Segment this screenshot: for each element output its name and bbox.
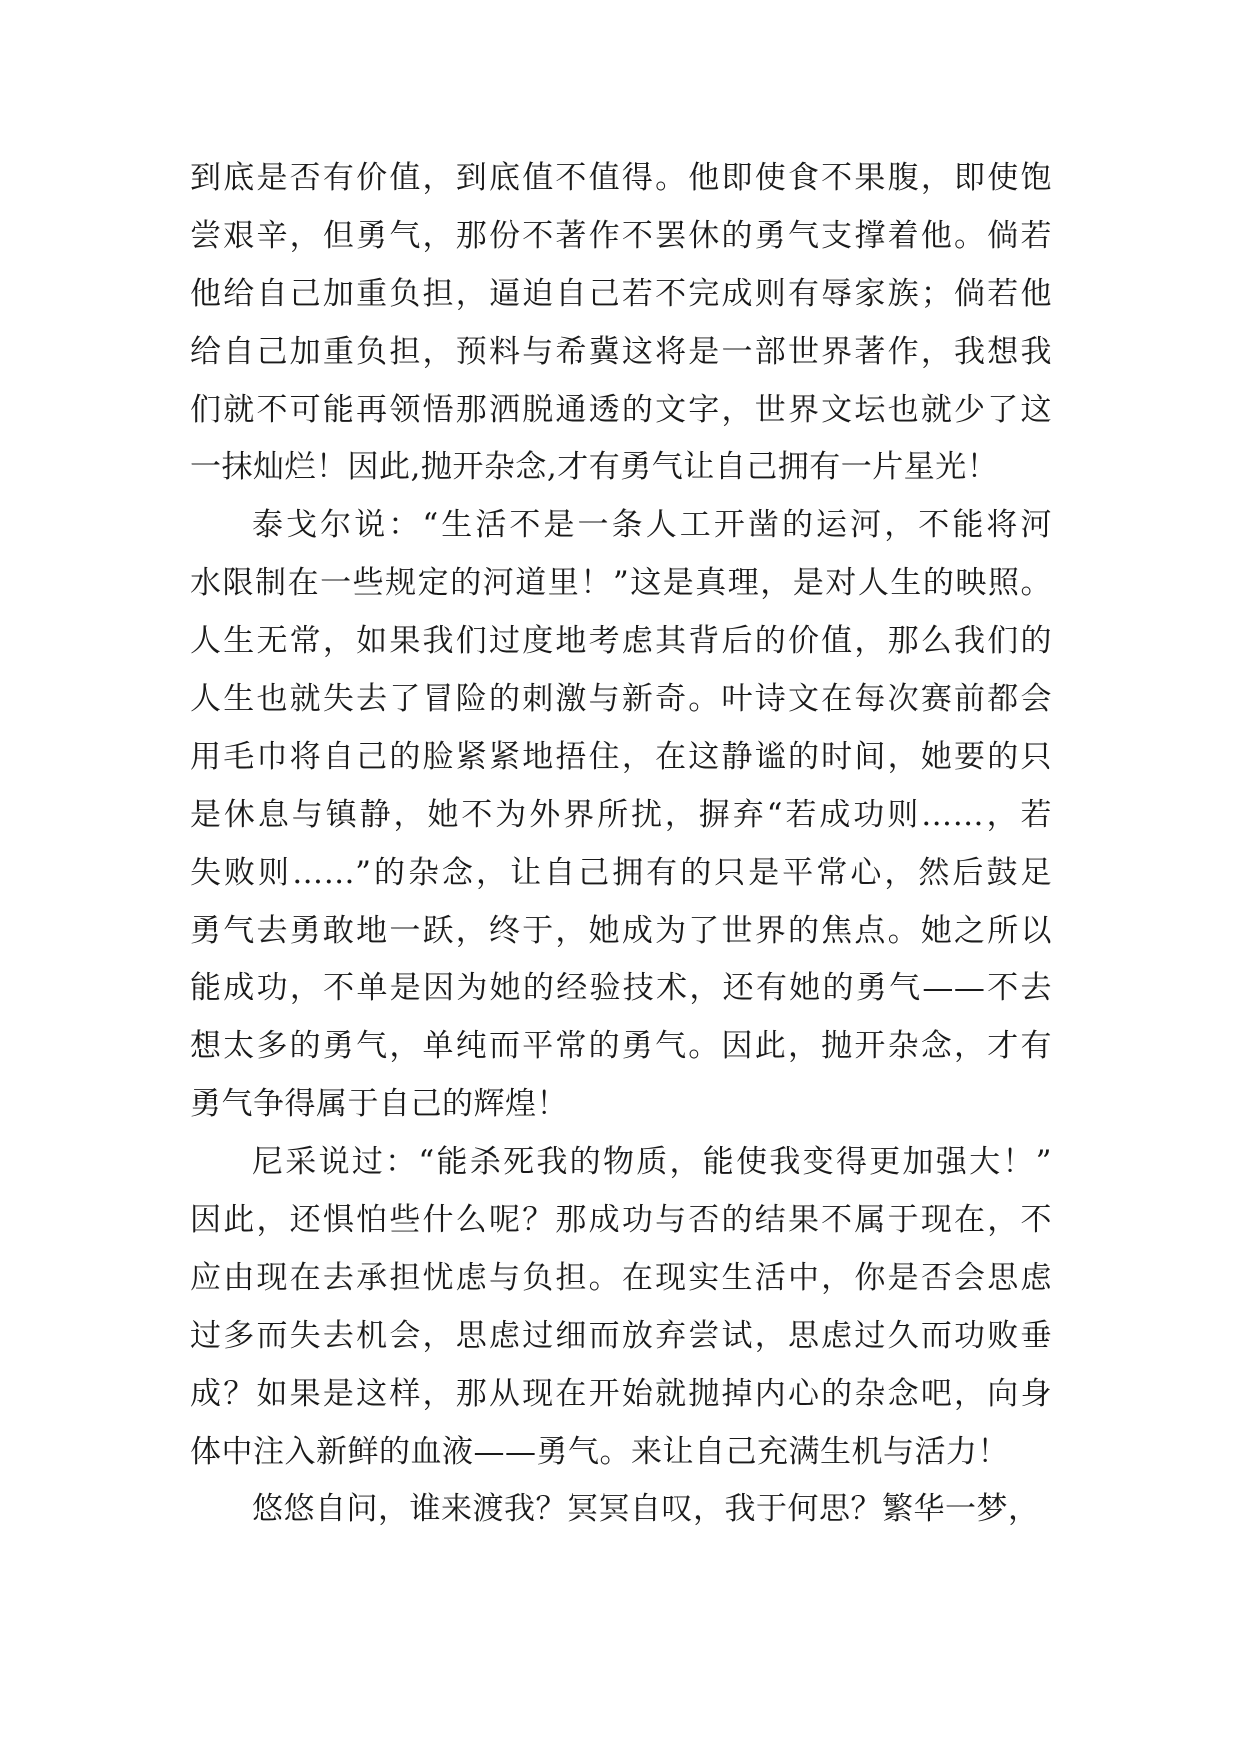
paragraph-start-line: 泰戈尔说：“生活不是一条人工开凿的运河，不能将河 xyxy=(252,507,1052,544)
text-line: 水限制在一些规定的河道里！”这是真理，是对人生的映照。 xyxy=(190,565,1052,602)
text-line: 给自己加重负担，预料与希冀这将是一部世界著作，我想我 xyxy=(190,333,1052,370)
text-line: 失败则……”的杂念，让自己拥有的只是平常心，然后鼓足 xyxy=(190,854,1052,891)
text-line: 应由现在去承担忧虑与负担。在现实生活中，你是否会思虑 xyxy=(190,1259,1052,1296)
text-line: 用毛巾将自己的脸紧紧地捂住，在这静谧的时间，她要的只 xyxy=(190,738,1052,775)
text-line: 体中注入新鲜的血液——勇气。来让自己充满生机与活力！ xyxy=(190,1433,1009,1470)
text-line: 因此，还惧怕些什么呢？那成功与否的结果不属于现在，不 xyxy=(190,1202,1052,1239)
text-line: 人生无常，如果我们过度地考虑其背后的价值，那么我们的 xyxy=(190,623,1052,660)
text-line: 一抹灿烂！因此,抛开杂念,才有勇气让自己拥有一片星光！ xyxy=(190,449,999,486)
text-line: 是休息与镇静，她不为外界所扰，摒弃“若成功则……，若 xyxy=(190,796,1052,833)
text-line: 他给自己加重负担，逼迫自己若不完成则有辱家族；倘若他 xyxy=(190,275,1052,312)
text-line: 尝艰辛，但勇气，那份不著作不罢休的勇气支撑着他。倘若 xyxy=(190,217,1052,254)
paragraph-start-line: 尼采说过：“能杀死我的物质，能使我变得更加强大！” xyxy=(252,1144,1052,1181)
body-text xyxy=(190,150,1052,1539)
text-line: 过多而失去机会，思虑过细而放弃尝试，思虑过久而功败垂 xyxy=(190,1317,1052,1354)
text-line: 们就不可能再领悟那洒脱通透的文字，世界文坛也就少了这 xyxy=(190,391,1052,428)
text-line: 成？如果是这样，那从现在开始就抛掉内心的杂念吧，向身 xyxy=(190,1375,1052,1412)
text-line: 想太多的勇气，单纯而平常的勇气。因此，抛开杂念，才有 xyxy=(190,1028,1052,1065)
paragraph-start-line: 悠悠自问，谁来渡我？冥冥自叹，我于何思？繁华一梦， xyxy=(252,1491,1040,1528)
text-line: 人生也就失去了冒险的刺激与新奇。叶诗文在每次赛前都会 xyxy=(190,681,1052,718)
text-line: 勇气去勇敢地一跃，终于，她成为了世界的焦点。她之所以 xyxy=(190,912,1052,949)
text-line: 勇气争得属于自己的辉煌！ xyxy=(190,1086,568,1123)
text-line: 到底是否有价值，到底值不值得。他即使食不果腹，即使饱 xyxy=(190,160,1052,196)
text-line: 能成功，不单是因为她的经验技术，还有她的勇气——不去 xyxy=(190,970,1052,1007)
